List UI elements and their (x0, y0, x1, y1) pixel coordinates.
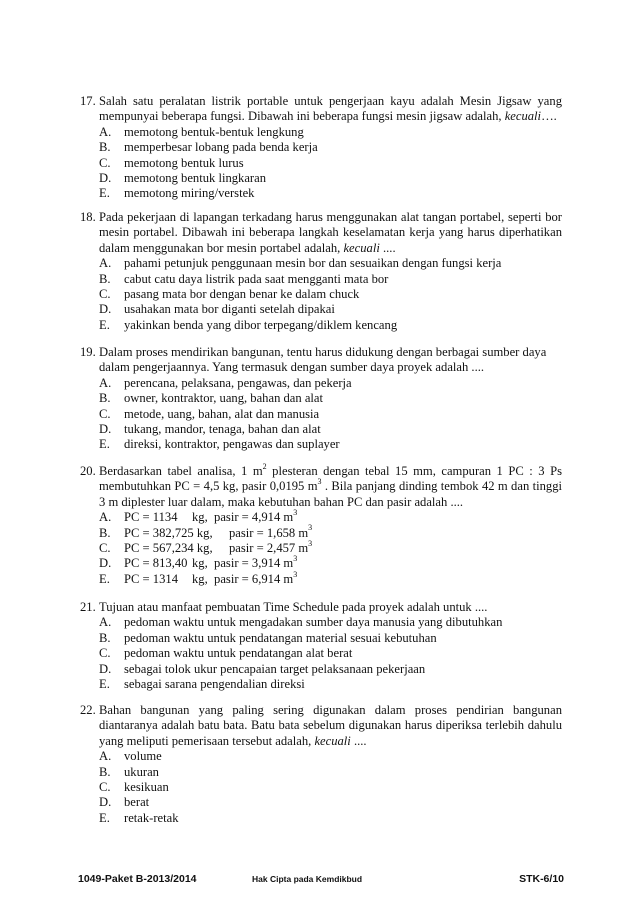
question-number: 21. (80, 600, 96, 614)
option-e[interactable]: E. memotong miring/verstek (99, 186, 255, 201)
option-c[interactable]: C. PC = 567,234 kg, pasir = 2,457 $m^3$ (99, 538, 313, 556)
option-d[interactable]: D. memotong bentuk lingkaran (99, 171, 266, 186)
kecuali-emphasis: kecuali (504, 109, 542, 124)
option-e[interactable]: E. PC = 1314 kg, pasir = 6,914 $m^3$ (99, 569, 298, 586)
option-a[interactable]: A. pedoman waktu untuk mengadakan sumber daya manusia yang dibutuhkan (99, 615, 503, 630)
question-21 (80, 600, 562, 692)
question-20 (80, 461, 562, 587)
option-a[interactable]: A. PC = 1134 kg, pasir = 4,914 $m^3$ (99, 508, 298, 525)
option-b[interactable]: B. cabut catu daya listrik pada saat mengganti mata bor (99, 271, 389, 286)
question-stem-line: Tujuan atau manfaat pembuatan Time Schedule pada proyek adalah untuk .... (99, 600, 488, 614)
option-b[interactable]: B. PC = 382,725 kg, pasir = 1,658 $m^3$ (99, 523, 313, 540)
option-a[interactable]: A. memotong bentuk-bentuk lengkung (99, 124, 304, 139)
kecuali-emphasis: kecuali (314, 733, 351, 748)
question-17 (80, 94, 562, 202)
option-c[interactable]: C. kesikuan (99, 780, 169, 795)
question-22 (80, 703, 562, 826)
option-d[interactable]: D. PC = 813,40 kg, pasir = 3,914 $m^3$ (99, 554, 298, 571)
question-stem-line: Dalam proses mendirikan bangunan, tentu harus didukung dengan berbagai sumber daya (99, 345, 547, 359)
question-stem: Berdasarkan tabel analisa, 1 $m^2$ plesteran dengan tebal 15 mm, campuran 1 PC : 3 Ps membutuhkan PC = 4,5 kg, pasir 0,0195 $m^3$ . Bila panjang dinding tembok 42 m dan tinggi 3 m diplester luar dalam, maka kebutuhan bahan PC dan pasir adalah .... (99, 461, 562, 509)
option-e[interactable]: E. direksi, kontraktor, pengawas dan suplayer (99, 437, 340, 452)
option-e[interactable]: E. sebagai sarana pengendalian direksi (99, 677, 305, 692)
option-d[interactable]: D. usahakan mata bor diganti setelah dipakai (99, 302, 335, 317)
question-stem: Bahan bangunan yang paling sering digunakan dalam proses pendirian bangunan diantaranya adalah batu bata. Batu bata sebelum digunakan harus diperiksa terlebih dahulu yang meliputi pemerisaan tersebut adalah, kecuali .... (99, 703, 562, 748)
question-stem: Pada pekerjaan di lapangan terkadang harus menggunakan alat tangan portabel, seperti bor mesin portabel. Dibawah ini beberapa langkah keselamatan kerja yang harus diperhatikan dalam menggunakan bor mesin portabel adalah, kecuali .... (99, 210, 562, 255)
option-a[interactable]: A. pahami petunjuk penggunaan mesin bor dan sesuaikan dengan fungsi kerja (99, 256, 502, 271)
option-d[interactable]: D. sebagai tolok ukur pencapaian target pelaksanaan pekerjaan (99, 661, 426, 676)
question-18 (80, 210, 562, 333)
option-b[interactable]: B. pedoman waktu untuk pendatangan material sesuai kebutuhan (99, 630, 437, 645)
kecuali-emphasis: kecuali (343, 240, 380, 255)
question-number: 20. (80, 464, 96, 478)
option-b[interactable]: B. owner, kontraktor, uang, bahan dan alat (99, 391, 324, 406)
option-c[interactable]: C. metode, uang, bahan, alat dan manusia (99, 406, 320, 421)
option-e[interactable]: E. yakinkan benda yang dibor terpegang/diklem kencang (99, 317, 398, 332)
option-c[interactable]: C. pedoman waktu untuk pendatangan alat berat (99, 646, 353, 661)
question-19 (80, 345, 562, 453)
option-c[interactable]: C. memotong bentuk lurus (99, 155, 244, 170)
footer-page-number: STK-6/10 (519, 873, 564, 885)
option-b[interactable]: B. ukuran (99, 764, 159, 779)
option-c[interactable]: C. pasang mata bor dengan benar ke dalam chuck (99, 287, 360, 302)
question-stem-line: dalam pengerjaannya. Yang termasuk dengan sumber daya proyek adalah .... (99, 360, 485, 375)
footer-copyright: Hak Cipta pada Kemdikbud (252, 874, 363, 884)
option-a[interactable]: A. volume (99, 749, 162, 764)
option-d[interactable]: D. tukang, mandor, tenaga, bahan dan alat (99, 422, 321, 437)
question-stem: Salah satu peralatan listrik portable untuk pengerjaan kayu adalah Mesin Jigsaw yang mempunyai beberapa fungsi. Dibawah ini beberapa fungsi mesin jigsaw adalah, kecuali…. (99, 94, 562, 124)
question-number: 17. (80, 94, 96, 108)
footer-exam-code: 1049-Paket B-2013/2014 (78, 873, 197, 885)
option-b[interactable]: B. memperbesar lobang pada benda kerja (99, 140, 318, 155)
question-number: 22. (80, 703, 96, 717)
option-d[interactable]: D. berat (99, 795, 150, 810)
question-number: 19. (80, 345, 96, 359)
option-e[interactable]: E. retak-retak (99, 810, 179, 825)
option-a[interactable]: A. perencana, pelaksana, pengawas, dan pekerja (99, 375, 352, 390)
question-number: 18. (80, 210, 96, 224)
